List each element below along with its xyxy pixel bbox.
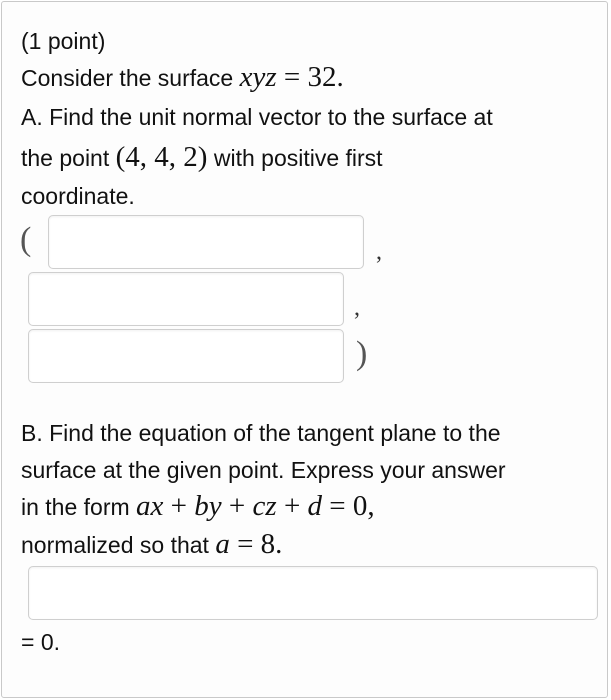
part-a-line-2 xyxy=(21,142,383,173)
part-a-line-1: A. Find the unit normal vector to the surface at xyxy=(21,104,493,130)
part-b-line-2: surface at the given point. Express your answer xyxy=(21,457,506,483)
part-b-line-4 xyxy=(21,529,282,560)
normalization: a = 8. xyxy=(215,528,283,560)
points-label: (1 point) xyxy=(21,28,106,54)
normal-vector-z-input[interactable] xyxy=(28,329,344,383)
part-a-line-2-prefix: the point xyxy=(21,145,116,171)
part-b-line-1: B. Find the equation of the tangent plane to the xyxy=(21,420,501,446)
plane-form: ax + by + cz + d = 0, xyxy=(136,490,375,522)
equals-zero-suffix: = 0. xyxy=(21,629,61,655)
close-paren: ) xyxy=(356,335,368,372)
normal-vector-y-input[interactable] xyxy=(28,272,344,326)
tangent-plane-input[interactable] xyxy=(28,566,598,620)
problem-panel xyxy=(1,1,608,698)
intro-text: Consider the surface xyxy=(21,65,240,91)
comma-2: , xyxy=(354,295,360,321)
given-point: (4, 4, 2) xyxy=(115,141,208,173)
surface-equation: xyz = 32. xyxy=(239,61,344,93)
part-a-line-2-suffix: with positive first xyxy=(207,145,383,171)
normal-vector-x-input[interactable] xyxy=(48,215,364,269)
part-a-line-3: coordinate. xyxy=(21,183,135,209)
part-b-line-4-prefix: normalized so that xyxy=(21,532,216,558)
part-b-line-3 xyxy=(21,491,375,522)
comma-1: , xyxy=(376,239,382,265)
part-b-line-3-prefix: in the form xyxy=(21,494,137,520)
open-paren: ( xyxy=(20,221,32,258)
intro-line xyxy=(21,62,344,93)
